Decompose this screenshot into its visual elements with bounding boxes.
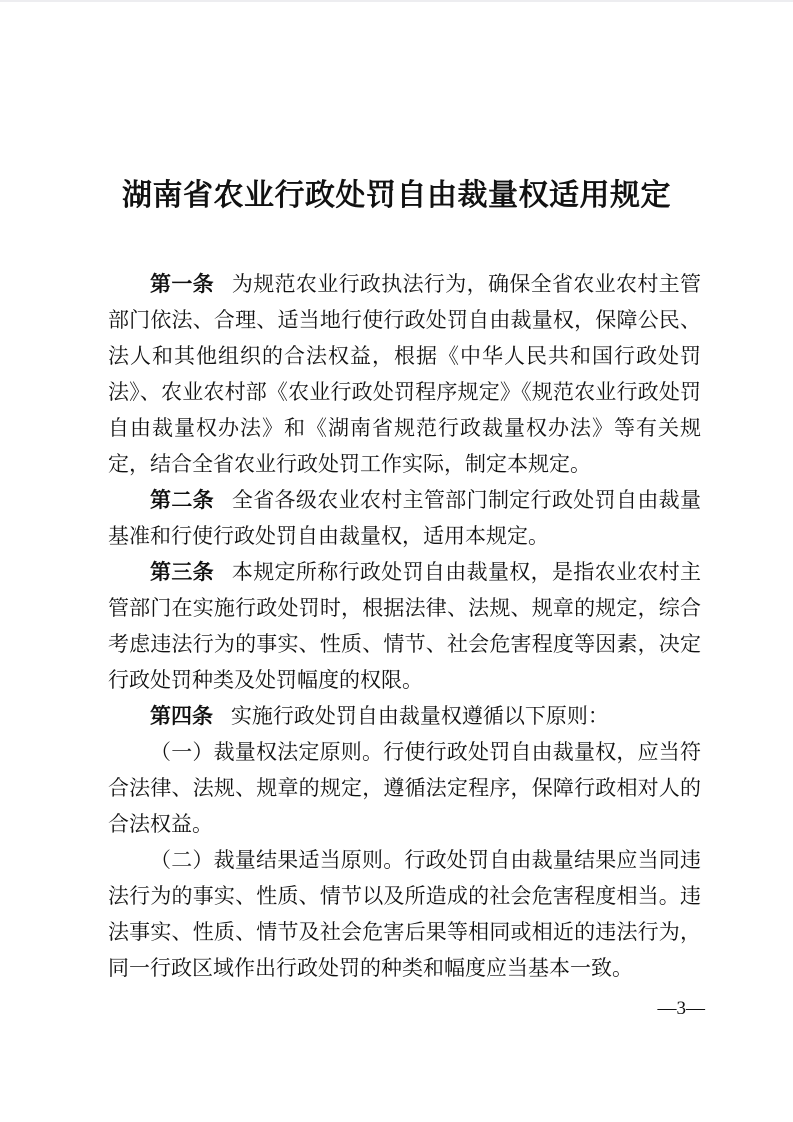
paragraph-item-1 [108,734,701,842]
article-label: 第一条 [150,272,215,296]
article-text: 实施行政处罚自由裁量权遵循以下原则： [230,704,609,728]
article-label: 第四条 [150,704,213,728]
paragraph-article-1 [108,266,701,482]
paragraph-article-4 [108,698,701,734]
paragraph-item-2 [108,842,701,986]
article-text: （二）裁量结果适当原则。行政处罚自由裁量结果应当同违法行为的事实、性质、情节以及所造成的社会危害程度相当。违法事实、性质、情节及社会危害后果等相同或相近的违法行为，同一行政区域作出行政处罚的种类和幅度应当基本一致。 [108,848,701,980]
article-text: 为规范农业行政执法行为，确保全省农业农村主管部门依法、合理、适当地行使行政处罚自由裁量权，保障公民、法人和其他组织的合法权益，根据《中华人民共和国行政处罚法》、农业农村部《农业行政处罚程序规定》《规范农业行政处罚自由裁量权办法》和《湖南省规范行政裁量权办法》等有关规定，结合全省农业行政处罚工作实际，制定本规定。 [108,272,702,476]
article-label: 第二条 [150,488,215,512]
article-text: 本规定所称行政处罚自由裁量权，是指农业农村主管部门在实施行政处罚时，根据法律、法规、规章的规定，综合考虑违法行为的事实、性质、情节、社会危害程度等因素，决定行政处罚种类及处罚幅度的权限。 [108,560,702,692]
page-title: 湖南省农业行政处罚自由裁量权适用规定 [122,179,671,212]
document-body [108,266,701,986]
article-text: 全省各级农业农村主管部门制定行政处罚自由裁量基准和行使行政处罚自由裁量权，适用本规定。 [108,488,702,548]
paragraph-article-3 [108,554,701,698]
paragraph-article-2 [108,482,701,554]
page-number: —3— [657,998,705,1019]
article-text: （一）裁量权法定原则。行使行政处罚自由裁量权，应当符合法律、法规、规章的规定，遵循法定程序，保障行政相对人的合法权益。 [108,740,701,836]
article-label: 第三条 [150,560,215,584]
